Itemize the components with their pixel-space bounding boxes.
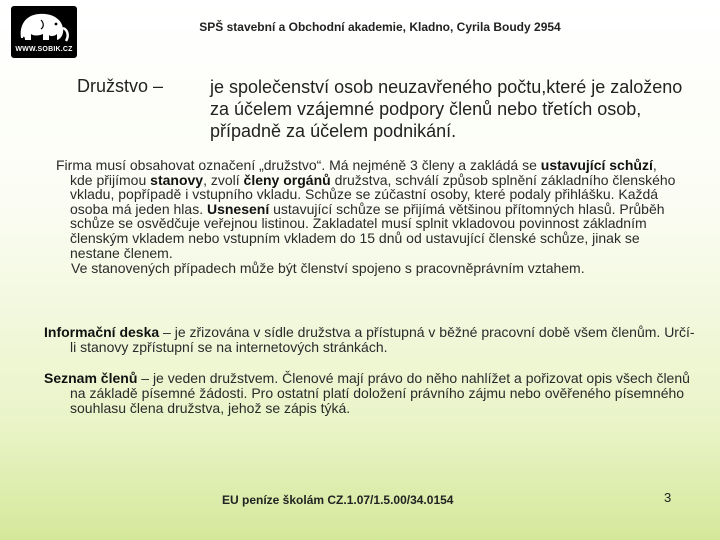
page-number: 3 (664, 490, 672, 505)
footer-text: EU peníze školám CZ.1.07/1.5.00/34.0154 (222, 493, 454, 507)
definition-term: Družstvo – (77, 76, 164, 96)
bold-term: ustavující schůzí (540, 157, 653, 173)
bold-term: členy orgánů (243, 171, 331, 188)
logo-text: WWW.SOBIK.CZ (15, 46, 73, 53)
school-logo (11, 6, 77, 58)
employment-note: Ve stanovených případech může být členství spojeno s pracovněprávním vztahem. (71, 260, 585, 277)
founding-paragraph (48, 158, 678, 276)
elephant-icon (11, 6, 77, 46)
founding-text: Firma musí obsahovat označení „družstvo“. Má nejméně 3 členy a zakládá se ustavující schůzí, kde přijímou stanovy, zvolí členy orgánů družstva, schválí způsob splnění základního členského vkladu, popřípadě i vstupního vkladu. Schůze se zúčastní osoby, které podaly přihlášku. Každá osoba má jeden hlas. Usnesení ustavující schůze se přijímá většinou přítomných hlasů. Průběh schůze se osvědčuje veřejnou listinou. Zakladatel musí splnit vkladovou povinnost základním členským vkladem nebo vstupním vkladem do 15 dnů od ustavující členské schůze, jinak se nestane členem. (56, 157, 676, 261)
info-board-paragraph: Informační deska – je zřizována v sídle družstva a přístupná v běžné pracovní době všem členům. Určí-li stanovy zpřístupní se na internetových stránkách. (44, 324, 695, 355)
page-header: SPŠ stavební a Obchodní akademie, Kladno, Cyrila Boudy 2954 (199, 20, 561, 34)
member-list-paragraph: Seznam členů – je veden družstvem. Členové mají právo do něho nahlížet a pořizovat opis všech členů na základě písemné žádosti. Pro ostatní platí doložení právního zájmu nebo ověřeného písemného souhlasu člena družstva, jehož se zápis týká. (44, 370, 690, 416)
bold-term: Seznam členů (44, 370, 138, 386)
bold-term: stanovy (150, 171, 204, 188)
bold-term: Usnesení (206, 200, 270, 217)
bold-term: Informační deska (44, 324, 160, 340)
definition-text: je společenství osob neuzavřeného počtu,které je založeno za účelem vzájemné podpory členů nebo třetích osob, případně za účelem podnikání. (210, 77, 683, 141)
